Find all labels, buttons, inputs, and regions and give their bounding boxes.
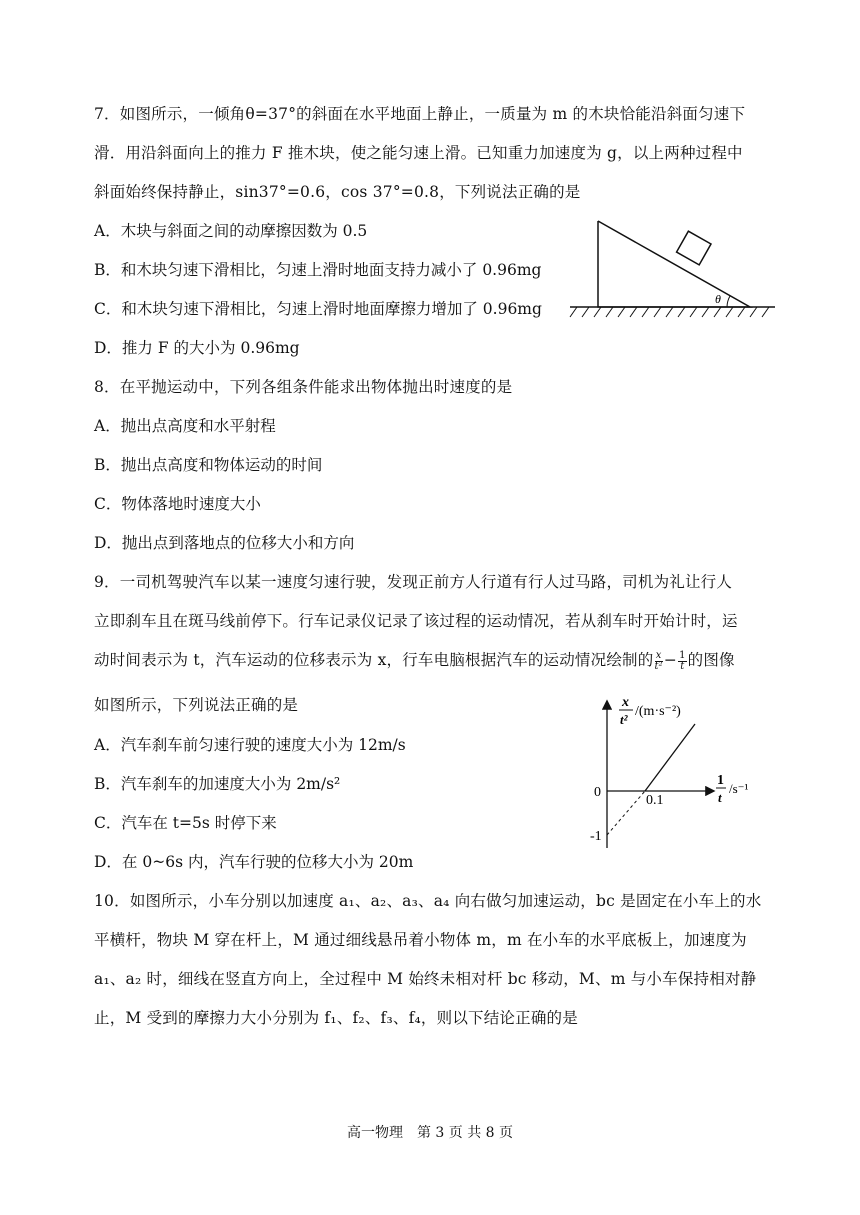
formula-fraction-x-t2: $\frac{x}{\text{t²}}$ — [654, 649, 663, 672]
q7-option-b: B．和木块匀速下滑相比，匀速上滑时地面支持力减小了 0.96mg — [94, 261, 542, 279]
q8-option-b: B．抛出点高度和物体运动的时间 — [94, 456, 323, 474]
y-axis-unit: /(m·s⁻²) — [635, 704, 681, 719]
q8-stem: 8．在平抛运动中，下列各组条件能求出物体抛出时速度的是 — [94, 378, 513, 396]
q7-stem-line-2: 滑．用沿斜面向上的推力 F 推木块，使之能匀速上滑。已知重力加速度为 g，以上两种过程中 — [94, 144, 743, 162]
q9-option-a: A．汽车刹车前匀速行驶的速度大小为 12m/s — [94, 736, 406, 754]
q7-option-a: A．木块与斜面之间的动摩擦因数为 0.5 — [94, 222, 368, 240]
page-footer: 高一物理 第 3 页 共 8 页 — [346, 1125, 514, 1141]
q10-stem-line-3: a₁、a₂ 时，细线在竖直方向上，全过程中 M 始终未相对杆 bc 移动，M、m 与小车保持相对静 — [94, 970, 757, 988]
q10-stem-line-1: 10．如图所示，小车分别以加速度 a₁、a₂、a₃、a₄ 向右做匀加速运动，bc 是固定在小车上的水 — [94, 892, 762, 910]
ground-hatching — [570, 307, 769, 317]
q9-option-c: C．汽车在 t=5s 时停下来 — [94, 814, 277, 832]
formula-minus: − — [663, 651, 678, 669]
graph-line-dashed — [607, 791, 645, 835]
q10-stem-line-4: 止，M 受到的摩擦力大小分别为 f₁、f₂、f₃、f₄，则以下结论正确的是 — [94, 1009, 578, 1027]
theta-label: θ — [715, 292, 721, 306]
origin-label: 0 — [594, 785, 601, 800]
x-tick-label: 0.1 — [646, 793, 664, 808]
y-axis-label-den: t² — [620, 712, 628, 727]
formula-fraction-1-t: $\frac{1}{t}$ — [679, 649, 686, 672]
q7-stem-line-3: 斜面始终保持静止，sin37°=0.6，cos 37°=0.8，下列说法正确的是 — [94, 183, 581, 201]
q8-option-a: A．抛出点高度和水平射程 — [94, 417, 276, 435]
angle-arc — [727, 296, 730, 307]
q9-stem-line-3-text: 动时间表示为 t，汽车运动的位移表示为 x，行车电脑根据汽车的运动情况绘制的 — [94, 651, 654, 669]
q9-stem-line-2: 立即刹车且在斑马线前停下。行车记录仪记录了该过程的运动情况，若从刹车时开始计时，运 — [94, 612, 738, 630]
x-axis-label-den: t — [718, 790, 722, 805]
graph-line-solid — [645, 724, 695, 791]
x-axis-unit: /s⁻¹ — [729, 781, 749, 796]
graph-figure — [585, 688, 760, 853]
incline-figure — [565, 215, 785, 325]
block — [677, 231, 711, 265]
q7-option-d: D．推力 F 的大小为 0.96mg — [94, 339, 300, 357]
q7-option-c: C．和木块匀速下滑相比，匀速上滑时地面摩擦力增加了 0.96mg — [94, 300, 542, 318]
q9-stem-line-1: 9．一司机驾驶汽车以某一速度匀速行驶，发现正前方人行道有行人过马路，司机为礼让行人 — [94, 573, 733, 591]
q8-option-d: D．抛出点到落地点的位移大小和方向 — [94, 534, 355, 552]
x-axis-label-num: 1 — [717, 773, 724, 788]
q9-stem-line-3-tail: 的图像 — [687, 651, 735, 669]
q9-stem-line-4: 如图所示，下列说法正确的是 — [94, 696, 299, 714]
q8-option-c: C．物体落地时速度大小 — [94, 495, 261, 513]
q7-stem-line-1: 7．如图所示，一倾角θ=37°的斜面在水平地面上静止，一质量为 m 的木块恰能沿斜面匀速下 — [94, 105, 746, 123]
y-axis-label-num: x — [622, 695, 629, 710]
incline-triangle — [598, 221, 750, 307]
q10-stem-line-2: 平横杆，物块 M 穿在杆上，M 通过细线悬吊着小物体 m，m 在小车的水平底板上，加速度为 — [94, 931, 747, 949]
y-tick-label: -1 — [590, 829, 602, 844]
q9-option-b: B．汽车刹车的加速度大小为 2m/s² — [94, 775, 341, 793]
q9-option-d: D．在 0~6s 内，汽车行驶的位移大小为 20m — [94, 853, 414, 871]
q9-stem-line-3 — [94, 648, 735, 672]
